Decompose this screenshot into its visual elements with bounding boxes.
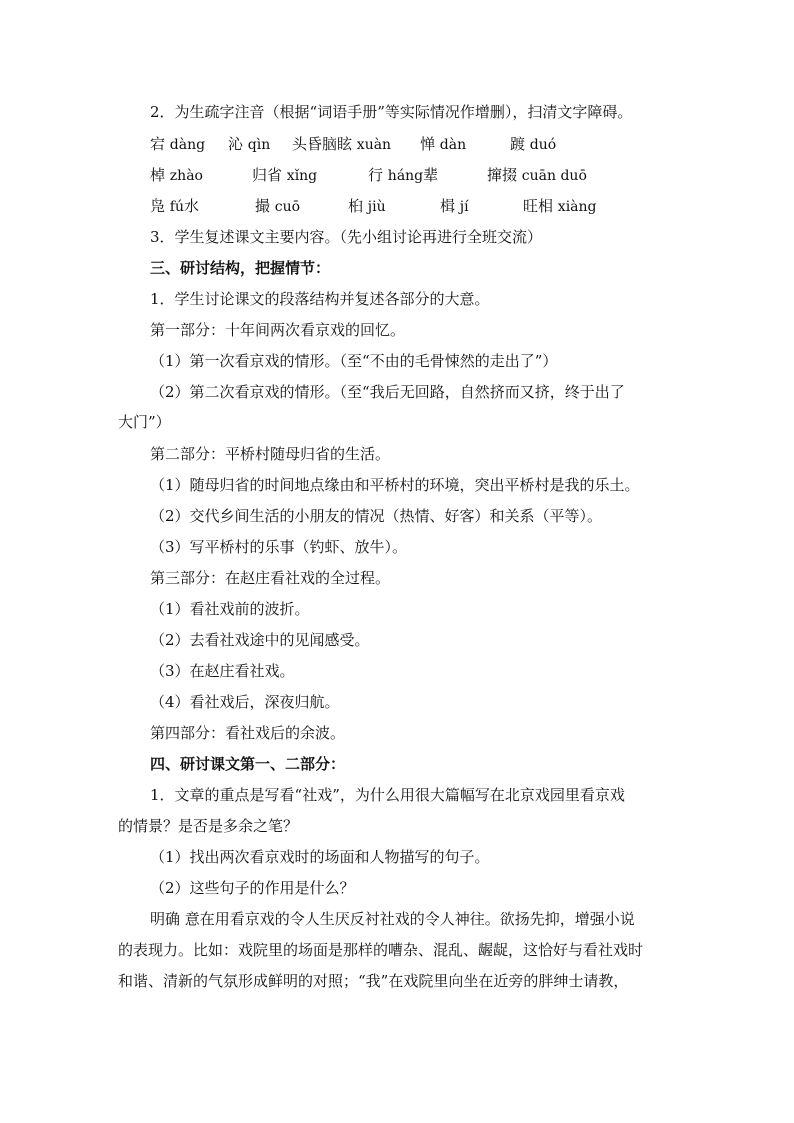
part-3-point-1: （1）看社戏前的波折。 <box>150 600 310 618</box>
part-3-point-4: （4）看社戏后，深夜归航。 <box>150 693 340 711</box>
part-2-heading: 第二部分：平桥村随母归省的生活。 <box>150 445 391 463</box>
section-4-item-1: 1．文章的重点是写看“社戏”，为什么用很大篇幅写在北京戏园里看京戏 <box>150 786 625 804</box>
item-3-text: 3．学生复述课文主要内容。（先小组讨论再进行全班交流） <box>150 228 543 246</box>
pinyin-entry: 撮 cuō <box>255 197 301 215</box>
pinyin-entry: 宕 dàng <box>150 135 206 153</box>
section-4-heading: 四、研讨课文第一、二部分： <box>150 755 346 773</box>
part-3-point-2: （2）去看社戏途中的见闻感受。 <box>150 631 370 649</box>
pinyin-entry: 棹 zhào <box>150 166 203 184</box>
pinyin-entry: 头昏脑眩 xuàn <box>292 135 392 153</box>
section-4-question-2: （2）这些句子的作用是什么？ <box>150 879 355 897</box>
part-2-point-3: （3）写平桥村的乐事（钓虾、放牛）。 <box>150 538 408 556</box>
section-3-heading: 三、研讨结构，把握情节： <box>150 259 331 277</box>
part-2-point-2: （2）交代乡间生活的小朋友的情况（热情、好客）和关系（平等）。 <box>150 507 603 525</box>
part-2-point-1: （1）随母归省的时间地点缘由和平桥村的环境，突出平桥村是我的乐土。 <box>150 476 640 494</box>
part-1-point-2-continued: 大门”） <box>118 413 171 431</box>
pinyin-entry: 旺相 xiàng <box>523 197 597 215</box>
part-1-point-1: （1）第一次看京戏的情形。（至“不由的毛骨悚然的走出了”） <box>150 352 558 370</box>
answer-paragraph-line-2: 的表现力。比如：戏院里的场面是那样的嘈杂、混乱、龌龊，这恰好与看社戏时 <box>118 941 644 959</box>
part-4-heading: 第四部分：看社戏后的余波。 <box>150 724 346 742</box>
pinyin-entry: 行 háng辈 <box>368 166 439 184</box>
answer-paragraph-line-3: 和谐、清新的气氛形成鲜明的对照；“我”在戏院里向坐在近旁的胖绅士请教， <box>118 972 629 990</box>
part-1-heading: 第一部分：十年间两次看京戏的回忆。 <box>150 321 406 339</box>
pinyin-entry: 楫 jí <box>440 197 469 215</box>
section-3-item-1: 1．学生讨论课文的段落结构并复述各部分的大意。 <box>150 290 490 308</box>
pinyin-entry: 凫 fú水 <box>150 197 200 215</box>
section-4-item-1-continued: 的情景？是否是多余之笔？ <box>118 817 299 835</box>
pinyin-entry: 踱 duó <box>510 135 557 153</box>
pinyin-entry: 惮 dàn <box>420 135 467 153</box>
section-4-question-1: （1）找出两次看京戏时的场面和人物描写的句子。 <box>150 848 490 866</box>
pinyin-entry: 沁 qìn <box>228 135 271 153</box>
part-1-point-2: （2）第二次看京戏的情形。（至“我后无回路，自然挤而又挤，终于出了 <box>150 383 625 401</box>
part-3-heading: 第三部分：在赵庄看社戏的全过程。 <box>150 569 391 587</box>
pinyin-entry: 桕 jiù <box>348 197 386 215</box>
item-2-text: 2．为生疏字注音（根据“词语手册”等实际情况作增删），扫清文字障碍。 <box>150 103 633 121</box>
part-3-point-3: （3）在赵庄看社戏。 <box>150 662 295 680</box>
answer-paragraph-line-1: 明确 意在用看京戏的令人生厌反衬社戏的令人神往。欲扬先抑，增强小说 <box>150 910 635 928</box>
pinyin-entry: 归省 xǐng <box>252 166 318 184</box>
pinyin-entry: 撺掇 cuān duō <box>487 166 587 184</box>
